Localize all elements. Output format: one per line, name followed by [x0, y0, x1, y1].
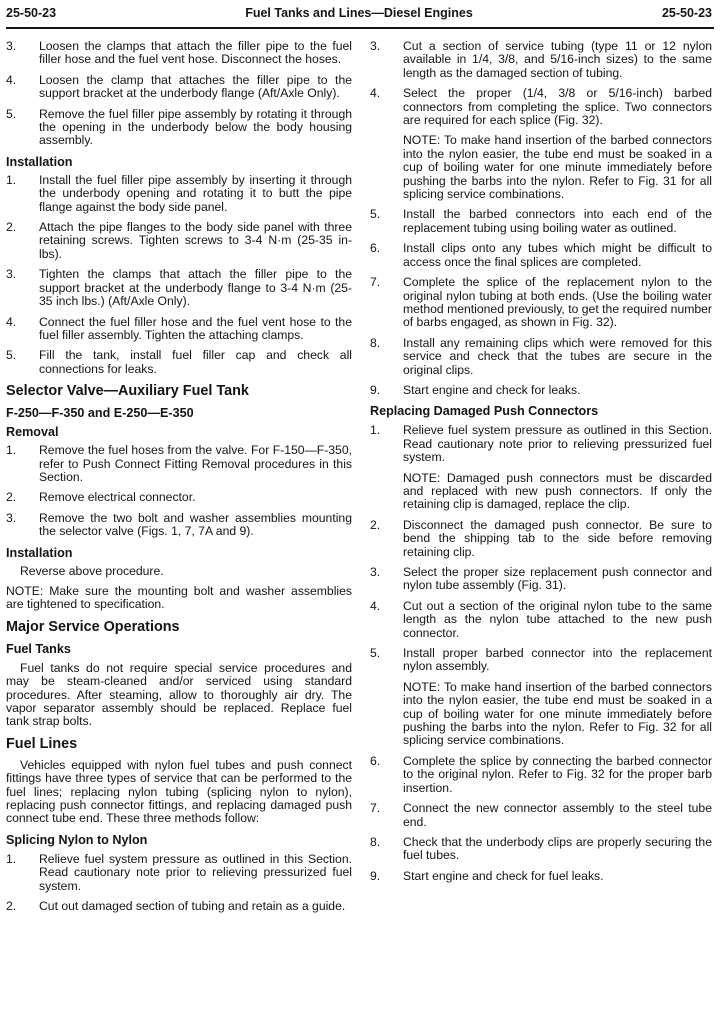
step-number: 1. [370, 423, 381, 438]
splicing-steps-continued [370, 40, 712, 127]
step-text: Select the proper (1/4, 3/8 or 5/16-inch) barbed connectors from completing the splice. Two connectors are required for each splice (Fig. 32). [403, 86, 712, 128]
header-rule [6, 27, 714, 29]
push-connector-steps-start [370, 424, 712, 464]
procedure-step [6, 174, 352, 214]
procedure-step [370, 755, 712, 795]
procedure-step [370, 566, 712, 593]
left-column [6, 40, 352, 920]
step-text: Remove the two bolt and washer assemblies mounting the selector valve (Figs. 1, 7, 7A and 9). [39, 510, 352, 539]
step-text: Remove the fuel filler pipe assembly by rotating it through the opening in the underbody below the body housing assembly. [39, 106, 352, 148]
procedure-step [6, 853, 352, 893]
step-number: 3. [370, 565, 381, 579]
step-number: 3. [6, 510, 17, 525]
procedure-step [370, 802, 712, 829]
splicing-heading: Splicing Nylon to Nylon [6, 832, 148, 847]
procedure-step [370, 870, 712, 883]
page-header [6, 7, 712, 27]
page-number-left: 25-50-23 [6, 6, 57, 20]
step-number: 7. [370, 275, 381, 290]
step-number: 5. [6, 348, 17, 363]
fuel-tanks-paragraph: Fuel tanks do not require special service procedures and may be steam-cleaned and/or serviced using standard procedures. After steaming, allow to thoroughly air dry. The vapor separator assembly should be replaced. Replace fuel tank strap bolts. [6, 660, 352, 729]
step-text: Connect the new connector assembly to the steel tube end. [403, 801, 712, 829]
damaged-connector-note: NOTE: Damaged push connectors must be discarded and replaced with new push connectors. If only the retaining clip is damaged, replace the clip. [403, 470, 712, 512]
procedure-step [370, 276, 712, 330]
procedure-step [370, 836, 712, 863]
step-text: Cut out a section of the original nylon tube to the same length as the nylon tube attached to the new push connector. [403, 598, 712, 640]
procedure-step [370, 87, 712, 127]
procedure-step [6, 268, 352, 308]
procedure-step [370, 208, 712, 235]
procedure-step [370, 40, 712, 80]
procedure-step [370, 384, 712, 397]
step-number: 5. [6, 106, 17, 121]
procedure-step [6, 349, 352, 376]
step-number: 4. [370, 86, 381, 101]
step-text: Select the proper size replacement push connector and nylon tube assembly (Fig. 31). [403, 565, 712, 593]
step-text: Loosen the clamp that attaches the filler pipe to the support bracket at the underbody flange (Aft/Axle Only). [39, 72, 352, 101]
step-text: Start engine and check for fuel leaks. [403, 868, 604, 883]
step-number: 2. [6, 899, 17, 914]
step-text: Relieve fuel system pressure as outlined in this Section. Read cautionary note prior to relieving pressurized fuel system. [403, 423, 712, 465]
step-number: 1. [6, 172, 17, 187]
procedure-step [370, 519, 712, 559]
fuel-tanks-heading: Fuel Tanks [6, 641, 71, 656]
fuel-lines-heading: Fuel Lines [6, 735, 78, 752]
installation-heading-2: Installation [6, 545, 73, 560]
step-number: 4. [6, 72, 17, 87]
push-connector-steps-mid [370, 519, 712, 674]
step-text: Check that the underbody clips are properly securing the fuel tubes. [403, 834, 712, 863]
step-text: Cut a section of service tubing (type 11 or 12 nylon available in 1/4, 3/8, and 5/16-inch sizes) to the same length as the damaged section of tubing. [403, 39, 712, 80]
step-text: Start engine and check for leaks. [403, 382, 581, 397]
procedure-step [6, 900, 352, 913]
procedure-step [370, 337, 712, 377]
right-column [370, 40, 712, 890]
step-text: Install proper barbed connector into the replacement nylon assembly. [403, 646, 712, 674]
barbed-insertion-note: NOTE: To make hand insertion of the barbed connectors into the nylon easier, the tube end must be soaked in a cup of boiling water for one minute immediately before pushing the barbs into the nylon. Refer to Fig. 32 for all splicing service combinations. [403, 679, 712, 748]
step-text: Relieve fuel system pressure as outlined in this Section. Read cautionary note prior to relieving pressurized fuel system. [39, 851, 352, 893]
procedure-step [370, 647, 712, 674]
step-text: Install clips onto any tubes which might be difficult to access once the final splices are completed. [403, 241, 712, 269]
major-service-heading: Major Service Operations [6, 618, 180, 635]
reverse-procedure-text: Reverse above procedure. [20, 563, 164, 578]
step-number: 3. [370, 39, 381, 53]
step-text: Remove the fuel hoses from the valve. For F-150—F-350, refer to Push Connect Fitting Removal procedures in this Section. [39, 443, 352, 484]
step-text: Install the barbed connectors into each end of the replacement tubing using boiling water as outlined. [403, 207, 712, 235]
filler-removal-steps [6, 40, 352, 148]
procedure-step [370, 600, 712, 640]
step-number: 9. [370, 382, 381, 397]
step-number: 6. [370, 753, 381, 768]
selector-removal-steps [6, 444, 352, 538]
procedure-step [6, 40, 352, 67]
splicing-steps-final [370, 208, 712, 397]
installation-heading: Installation [6, 154, 73, 169]
step-text: Attach the pipe flanges to the body side panel with three retaining screws. Tighten screws to 3-4 N·m (25-35 in-lbs). [39, 220, 352, 261]
procedure-step [6, 74, 352, 101]
page-title: Fuel Tanks and Lines—Diesel Engines [245, 6, 473, 20]
step-number: 9. [370, 868, 381, 883]
step-number: 3. [6, 39, 17, 53]
step-text: Install the fuel filler pipe assembly by inserting it through the underbody opening and rotating it to butt the pipe flange against the body side panel. [39, 172, 352, 214]
step-text: Disconnect the damaged push connector. Be sure to bend the shipping tab to the side before removing retaining clip. [403, 517, 712, 559]
step-number: 5. [370, 646, 381, 661]
step-number: 2. [6, 490, 17, 505]
removal-heading: Removal [6, 425, 59, 440]
step-number: 6. [370, 241, 381, 256]
step-text: Loosen the clamps that attach the filler pipe to the fuel filler hose and the fuel vent hose. Disconnect the hoses. [39, 39, 352, 67]
step-number: 8. [370, 335, 381, 350]
fuel-lines-paragraph: Vehicles equipped with nylon fuel tubes and push connect fittings have three types of service that can be performed to the fuel lines; replacing nylon tubing (splicing nylon to nylon), replacing push connector fittings, and replacing damaged push connect tube end. These three methods follow: [6, 757, 352, 826]
step-text: Fill the tank, install fuel filler cap and check all connections for leaks. [39, 348, 352, 376]
step-number: 1. [6, 443, 17, 458]
filler-installation-steps [6, 174, 352, 376]
procedure-step [6, 108, 352, 148]
splicing-steps [6, 853, 352, 914]
step-number: 2. [370, 517, 381, 532]
procedure-step [6, 221, 352, 261]
step-number: 4. [370, 598, 381, 613]
step-text: Complete the splice of the replacement nylon to the original nylon tubing at both ends. (Use the boiling water method mentioned previously, to get the required number of barbs engaged, as shown in Fig. 32). [403, 275, 712, 330]
procedure-step [6, 491, 352, 504]
push-connector-steps-end [370, 755, 712, 883]
step-text: Connect the fuel filler hose and the fuel vent hose to the fuel filler assembly. Tighten the attaching clamps. [39, 314, 352, 342]
step-text: Tighten the clamps that attach the filler pipe to the support bracket at the underbody flange to 3-4 N·m (25-35 inch lbs.) (Aft/Axle Only). [39, 267, 352, 309]
step-text: Complete the splice by connecting the barbed connector to the original nylon. Refer to Fig. 32 for the proper barb insertion. [403, 753, 712, 795]
boiling-water-note: NOTE: To make hand insertion of the barbed connectors into the nylon easier, the tube end must be soaked in a cup of boiling water for one minute immediately before pushing the barbs into the nylon. Refer to Fig. 31 for all splicing service combinations. [403, 133, 712, 202]
selector-models-heading: F-250—F-350 and E-250—E-350 [6, 406, 194, 421]
step-number: 2. [6, 220, 17, 235]
procedure-step [6, 444, 352, 484]
procedure-step [370, 242, 712, 269]
replacing-push-connectors-heading: Replacing Damaged Push Connectors [370, 404, 599, 419]
page-number-right: 25-50-23 [661, 6, 712, 20]
step-number: 5. [370, 207, 381, 222]
procedure-step [6, 512, 352, 539]
step-number: 8. [370, 834, 381, 849]
procedure-step [370, 424, 712, 464]
step-text: Cut out damaged section of tubing and retain as a guide. [39, 899, 346, 914]
selector-valve-heading: Selector Valve—Auxiliary Fuel Tank [6, 383, 249, 400]
step-text: Install any remaining clips which were removed for this service and check that the tubes are secure in the original clips. [403, 335, 712, 377]
procedure-step [6, 316, 352, 343]
step-text: Remove electrical connector. [39, 490, 196, 505]
step-number: 3. [6, 267, 17, 282]
mounting-bolt-note: NOTE: Make sure the mounting bolt and washer assemblies are tightened to specification. [6, 583, 352, 612]
step-number: 1. [6, 851, 17, 866]
step-number: 7. [370, 801, 381, 816]
step-number: 4. [6, 314, 17, 329]
